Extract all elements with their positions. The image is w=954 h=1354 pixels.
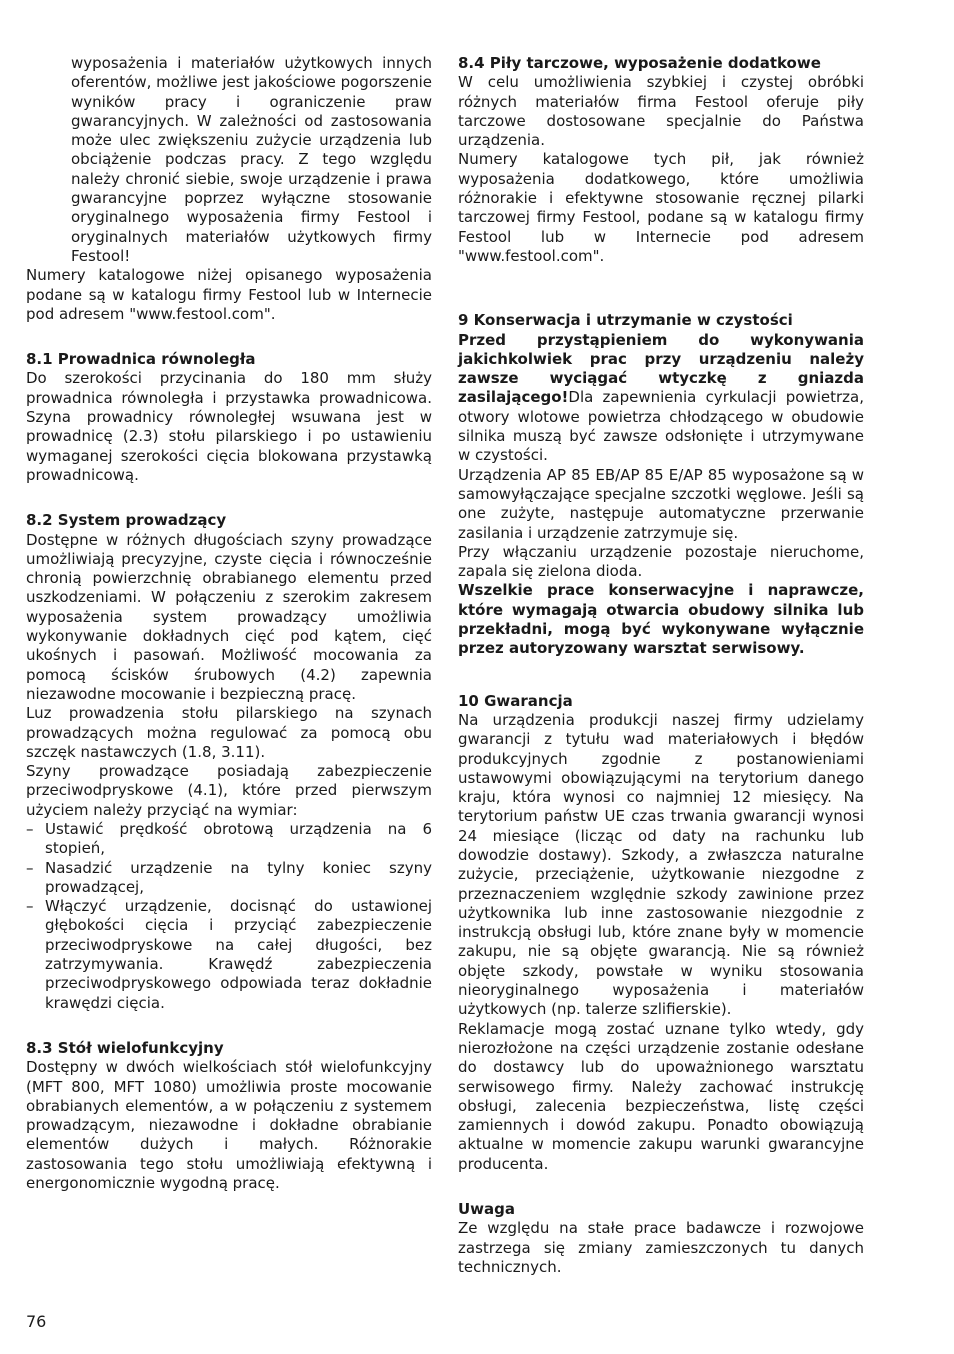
- section-10-paragraph-2: Reklamacje mogą zostać uznane tylko wtedy, gdy nierozłożone na części urządzenie zostanie odesłane do dostawcy lub do upoważnionego warsztatu serwisowego firmy. Należy zachować instrukcję obsługi, zalecenia bezpieczeństwa, listę części zamiennych i dowód zakupu. Ponadto obowiązują aktualne w momencie zakupu warunki gwarancyjne producenta.: [458, 1019, 864, 1173]
- list-item: – Nasadzić urządzenie na tylny koniec szyny prowadzącej,: [26, 859, 432, 898]
- note-title: Uwaga: [458, 1200, 516, 1219]
- section-8-2-paragraph-1: Dostępne w różnych długościach szyny prowadzące umożliwiają precyzyjne, czyste cięcia i równocześnie chronią powierzchnię obrabianego elementu przed uszkodzeniami. W połączeniu z szerokim zakresem wyposażenia system prowadzący umożliwia wykonywanie dokładnych cięć pod kątem, cięć ukośnych i pasowań. Możliwość mocowania za pomocą ścisków śrubowych (4.2) zapewnia niezawodne mocowanie i bezpieczną pracę.: [26, 530, 432, 703]
- list-item: – Ustawić prędkość obrotową urządzenia na 6 stopień,: [26, 820, 432, 859]
- section-8-2-steps: [26, 820, 432, 1013]
- section-10-paragraph-1: Na urządzenia produkcji naszej firmy udzielamy gwarancji z tytułu wad materiałowych i błędów produkcyjnych zgodnie z postanowieniami ustawowymi obowiązującymi na terytorium danego kraju, która wynosi co najmniej 12 miesięcy. Na terytorium państw UE czas trwania gwarancji wynosi 24 miesiące (licząc od daty na rachunku lub dowodzie dostawy). Szkody, a zwłaszcza naturalne zużycie, przeciążenie, użytkowanie niezgodne z przeznaczeniem względnie szkody zawinione przez użytkownika lub inne zastosowanie niezgodnie z instrukcją obsługi lub, które znane były w momencie zakupu, nie są objęte gwarancją. Nie są również objęte szkody, powstałe w wyniku stosowania nieoryginalnego wyposażenia i materiałów użytkowych (np. talerze szlifierskie).: [458, 710, 864, 1019]
- section-9-paragraph-3: Przy włączaniu urządzenie pozostaje nieruchome, zapala się zielona dioda.: [458, 542, 864, 581]
- list-item: – Włączyć urządzenie, docisnąć do ustawionej głębokości cięcia i przyciąć zabezpieczenie przeciwodpryskowe na całej długości, bez zatrzymywania. Krawędź zabezpieczenia przeciwodpryskowego odpowiada teraz dokładnie krawędzi cięcia.: [26, 897, 432, 1013]
- note-text: Ze względu na stałe prace badawcze i rozwojowe zastrzega się zmiany zamieszczonych tu danych technicznych.: [458, 1219, 864, 1276]
- section-8-1-title: 8.1 Prowadnica równoległa: [26, 350, 256, 369]
- left-column: [26, 54, 432, 1193]
- section-8-4-paragraph-1: W celu umożliwienia szybkiej i czystej obróbki różnych materiałów firma Festool oferuje piły tarczowe dostosowane specjalnie do Państwa urządzenia.: [458, 73, 864, 150]
- section-8-4-title: 8.4 Piły tarczowe, wyposażenie dodatkowe: [458, 54, 821, 72]
- section-8-2-paragraph-3: Szyny prowadzące posiadają zabezpieczenie przeciwodpryskowe (4.1), które przed pierwszym użyciem należy przyciąć na wymiar:: [26, 762, 432, 819]
- section-9-paragraph-1-text: Dla zapewnienia cyrkulacji powietrza, otwory wlotowe powietrza chłodzącego w obudowie silnika muszą być zawsze odsłonięte i utrzymywane w czystości.: [458, 388, 864, 465]
- section-9-paragraph-2: Urządzenia AP 85 EB/AP 85 E/AP 85 wyposażone są w samowyłączające specjalne szczotki węglowe. Jeśli są one zużyte, następuje automatyczne przerwanie zasilania i urządzenie zatrzymuje się.: [458, 465, 864, 542]
- section-9-warning: Przed przystąpieniem do wykonywania jakichkolwiek prac przy urządzeniu należy zawsze wyciągać wtyczkę z gniazda zasilającego!: [458, 330, 864, 407]
- section-8-3-text: Dostępny w dwóch wielkościach stół wielofunkcyjny (MFT 800, MFT 1080) umożliwia proste mocowanie obrabianych elementów, a w połączeniu z systemem prowadzącym, niezawodne i dokładne obrabianie elementów dużych i małych. Różnorakie zastosowania tego stołu umożliwiają efektywną i energonomicznie wygodną pracę.: [26, 1058, 432, 1193]
- section-8-2-paragraph-2: Luz prowadzenia stołu pilarskiego na szynach prowadzących można regulować za pomocą obu szczęk nastawczych (1.8, 3.11).: [26, 704, 432, 761]
- section-8-2-title: 8.2 System prowadzący: [26, 511, 227, 530]
- section-8-1-text: Do szerokości przycinania do 180 mm służy prowadnica równoległa i przystawka prowadnicowa. Szyna prowadnicy równoległej wsuwana jest w prowadnicę (2.3) stołu pilarskiego i po ustawieniu wymaganej szerokości cięcia blokowana przystawką prowadnicową.: [26, 369, 432, 484]
- page-number: 76: [26, 1312, 47, 1331]
- right-column: [458, 54, 864, 1277]
- intro-continued: wyposażenia i materiałów użytkowych innych oferentów, możliwe jest jakościowe pogorszenie wyników pracy i ograniczenie praw gwarancyjnych. W zależności od zastosowania może ulec zwiększeniu zużycie urządzenia lub obciążenie podczas pracy. Z tego względu należy chronić siebie, swoje urządzenie i prawa gwarancyjne poprzez wyłączne stosowanie oryginalnego wyposażenia firmy Festool i oryginalnych materiałów użytkowych firmy Festool!: [71, 54, 432, 265]
- catalog-note: Numery katalogowe niżej opisanego wyposażenia podane są w katalogu firmy Festool lub w Internecie pod adresem "www.festool.com".: [26, 266, 432, 323]
- section-9-paragraph-1: [458, 331, 864, 466]
- section-8-4-paragraph-2: Numery katalogowe tych pił, jak również wyposażenia dodatkowego, które umożliwia różnorakie i efektywne stosowanie ręcznej pilarki tarczowej firmy Festool, podane są w katalogu firmy Festool lub w Internecie pod adresem "www.festool.com".: [458, 150, 864, 265]
- section-10-title: 10 Gwarancja: [458, 691, 573, 710]
- section-9-title: 9 Konserwacja i utrzymanie w czystości: [458, 311, 793, 330]
- section-8-3-title: 8.3 Stół wielofunkcyjny: [26, 1038, 224, 1057]
- section-9-service-warning: Wszelkie prace konserwacyjne i naprawcze, które wymagają otwarcia obudowy silnika lub przekładni, mogą być wykonywane wyłącznie przez autoryzowany warsztat serwisowy.: [458, 581, 864, 658]
